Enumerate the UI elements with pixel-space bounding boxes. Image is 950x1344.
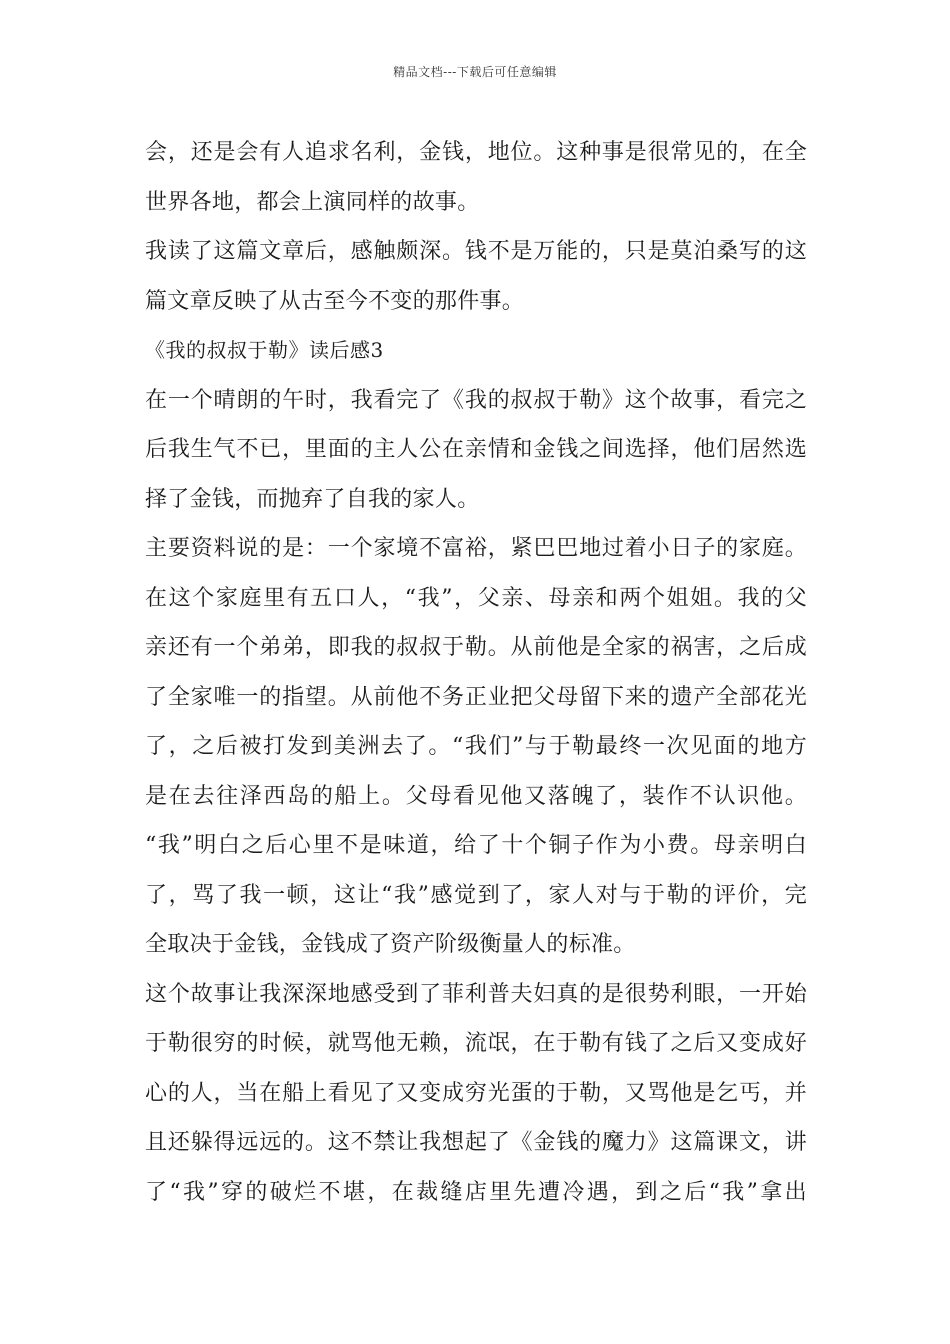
- text-line: 在这个家庭里有五口人，“我”，父亲、母亲和两个姐姐。我的父: [145, 585, 807, 611]
- text-line: 心的人，当在船上看见了又变成穷光蛋的于勒，又骂他是乞丐，并: [145, 1080, 807, 1106]
- text-line: 了“我”穿的破烂不堪，在裁缝店里先遭冷遇，到之后“我”拿出: [145, 1179, 807, 1205]
- text-line: 世界各地，都会上演同样的故事。: [145, 189, 480, 215]
- text-line: 于勒很穷的时候，就骂他无赖，流氓，在于勒有钱了之后又变成好: [145, 1031, 807, 1056]
- text-line: 了全家唯一的指望。从前他不务正业把父母留下来的遗产全部花光: [145, 684, 807, 710]
- text-line: “我”明白之后心里不是味道，给了十个铜子作为小费。母亲明白: [145, 833, 807, 858]
- text-line: 是在去往泽西岛的船上。父母看见他又落魄了，装作不认识他。: [145, 783, 807, 809]
- text-line: 后我生气不已，里面的主人公在亲情和金钱之间选择，他们居然选: [145, 437, 807, 462]
- text-line: 在一个晴朗的午时，我看完了《我的叔叔于勒》这个故事，看完之: [145, 387, 807, 413]
- text-line: 我读了这篇文章后，感触颇深。钱不是万能的，只是莫泊桑写的这: [145, 239, 807, 264]
- text-line: 择了金钱，而抛弃了自我的家人。: [145, 486, 480, 512]
- text-line: 了，骂了我一顿，这让“我”感觉到了，家人对与于勒的评价，完: [145, 882, 807, 908]
- text-line: 会，还是会有人追求名利，金钱，地位。这种事是很常见的，在全: [145, 140, 807, 165]
- text-line: 篇文章反映了从古至今不变的那件事。: [145, 288, 525, 314]
- text-line: 这个故事让我深深地感受到了菲利普夫妇真的是很势利眼，一开始: [145, 981, 807, 1007]
- text-line: 全取决于金钱，金钱成了资产阶级衡量人的标准。: [145, 932, 636, 957]
- document-body: [145, 128, 807, 1217]
- text-line: 且还躲得远远的。这不禁让我想起了《金钱的魔力》这篇课文，讲: [145, 1130, 807, 1155]
- section-heading: 《我的叔叔于勒》读后感3: [145, 338, 384, 362]
- text-line: 了，之后被打发到美洲去了。“我们”与于勒最终一次见面的地方: [145, 734, 807, 759]
- page-header: 精品文档---下载后可任意编辑: [393, 65, 557, 79]
- text-line: 主要资料说的是：一个家境不富裕，紧巴巴地过着小日子的家庭。: [145, 536, 807, 561]
- text-line: 亲还有一个弟弟，即我的叔叔于勒。从前他是全家的祸害，之后成: [145, 635, 807, 660]
